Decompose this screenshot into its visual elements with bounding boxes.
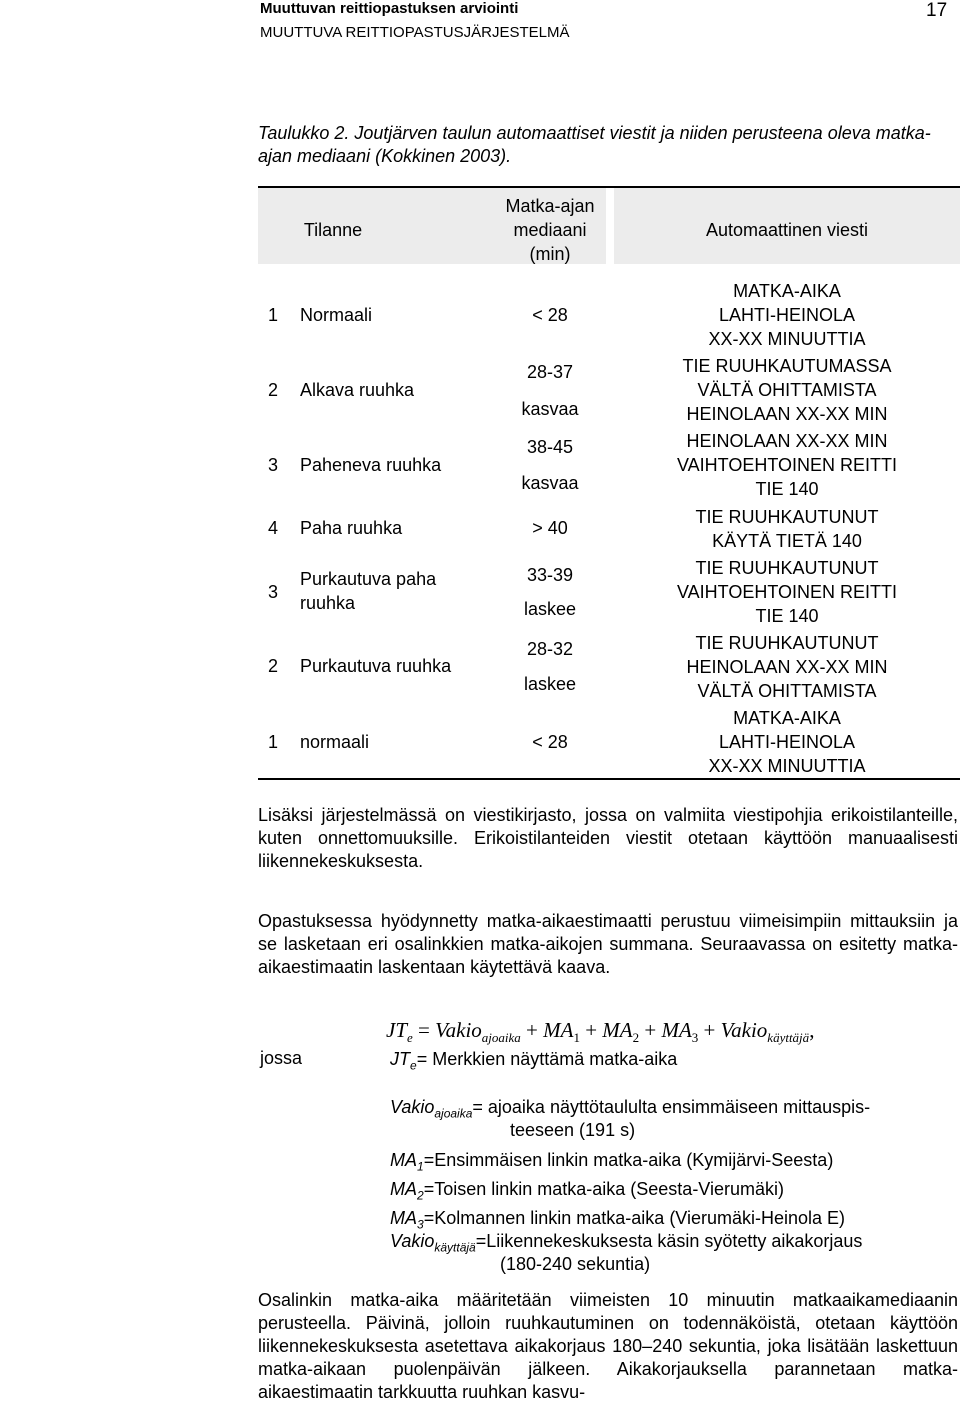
- row6-message-line: HEINOLAAN XX-XX MIN: [686, 657, 888, 677]
- row4-message-line: KÄYTÄ TIETÄ 140: [712, 531, 862, 551]
- header-message: Automaattinen viesti: [705, 220, 869, 240]
- column-separator: [606, 188, 614, 778]
- formula-ma: MA: [543, 1018, 574, 1042]
- header-median: [494, 194, 606, 266]
- formula-ma: MA: [602, 1018, 633, 1042]
- row6-message-line: TIE RUUHKAUTUNUT: [695, 633, 879, 653]
- row2-message-line: TIE RUUHKAUTUMASSA: [682, 356, 892, 376]
- formula-vakio: Vakio: [435, 1018, 482, 1042]
- jossa-label: jossa: [260, 1048, 303, 1068]
- def-text: =Liikennekeskuksesta käsin syötetty aikakorjaus: [475, 1231, 863, 1251]
- row3-message-line: VAIHTOEHTOINEN REITTI: [676, 455, 898, 475]
- formula-jt: JT: [386, 1018, 407, 1042]
- formula-sub-e: e: [407, 1030, 413, 1046]
- row5-label-line1: Purkautuva paha: [300, 569, 437, 589]
- table-bottom-rule: [258, 778, 960, 780]
- header-median-line2: mediaani: [513, 220, 587, 240]
- row5-message-line: TIE 140: [755, 606, 819, 626]
- row5-label: [300, 567, 436, 615]
- def-text: = ajoaika näyttötaululta ensimmäiseen mittauspis-: [472, 1097, 871, 1117]
- situation-table: [258, 186, 960, 780]
- definition-ma1: [390, 1149, 833, 1179]
- running-header-title: Muuttuvan reittiopastuksen arviointi: [260, 0, 519, 17]
- formula-plus: +: [520, 1018, 544, 1042]
- row1-message: [614, 279, 960, 351]
- def-sub: e: [410, 1058, 417, 1073]
- def-symbol: MA: [390, 1150, 417, 1170]
- row7-median: < 28: [532, 732, 568, 752]
- def-symbol: MA: [390, 1179, 417, 1199]
- row2-number: 2: [268, 380, 279, 400]
- running-header-subtitle: MUUTTUVA REITTIOPASTUSJÄRJESTELMÄ: [260, 24, 570, 41]
- row5-median: 33-39: [526, 565, 574, 585]
- row7-message: [614, 706, 960, 778]
- row6-message: [614, 631, 960, 703]
- def-text: =Ensimmäisen linkin matka-aika (Kymijärvi-Seesta): [423, 1150, 834, 1170]
- row1-message-line: LAHTI-HEINOLA: [718, 305, 856, 325]
- row1-message-line: XX-XX MINUUTTIA: [708, 329, 866, 349]
- row6-label: Purkautuva ruuhka: [300, 656, 452, 676]
- row3-label: Paheneva ruuhka: [300, 455, 442, 475]
- row7-label: normaali: [300, 732, 370, 752]
- def-symbol: JT: [390, 1049, 410, 1069]
- row5-number: 3: [268, 582, 279, 602]
- formula-plus: +: [639, 1018, 662, 1042]
- def-sub: käyttäjä: [434, 1240, 476, 1255]
- header-tilanne: Tilanne: [303, 220, 363, 240]
- row4-message-line: TIE RUUHKAUTUNUT: [695, 507, 879, 527]
- def-sub: 1: [417, 1159, 424, 1174]
- row3-message-line: TIE 140: [755, 479, 819, 499]
- formula-vakio: Vakio: [720, 1018, 768, 1042]
- row1-message-line: MATKA-AIKA: [733, 281, 841, 301]
- row5-trend: laskee: [523, 599, 577, 619]
- row5-message-line: VAIHTOEHTOINEN REITTI: [676, 582, 898, 602]
- paragraph-estimate: Opastuksessa hyödynnetty matka-aikaestimaatti perustuu viimeisimpiin mittauksiin ja se lasketaan eri osalinkkien matka-aikojen summana. Seuraavassa on esitetty matka-aikaestimaatin laskentaan käytettävä kaava.: [258, 911, 958, 977]
- paragraph-correction: Osalinkin matka-aika määritetään viimeisten 10 minuutin matkaaikamediaanin perusteella. Päivinä, jolloin ruuhkautuminen on todennäköistä, otetaan käyttöön liikennekeskuksesta asetettava aikakorjaus 180–240 sekuntia, joka lisätään laskettuun matka-aikaan puolenpäivän jälkeen. Aikakorjauksella parannetaan matka-aikaestimaatin tarkkuutta ruuhkan kasvu-: [258, 1290, 958, 1402]
- row3-message-line: HEINOLAAN XX-XX MIN: [686, 431, 888, 451]
- row5-message: [614, 556, 960, 628]
- formula-plus: +: [579, 1018, 603, 1042]
- row6-message-line: VÄLTÄ OHITTAMISTA: [697, 681, 877, 701]
- header-median-line1: Matka-ajan: [505, 196, 595, 216]
- row2-median: 28-37: [526, 362, 574, 382]
- row4-label: Paha ruuhka: [300, 518, 403, 538]
- row1-label: Normaali: [300, 305, 373, 325]
- def-sub: ajoaika: [434, 1106, 473, 1121]
- def-symbol: MA: [390, 1208, 417, 1228]
- def-symbol: Vakio: [390, 1097, 435, 1117]
- definition-vakio-ajoaika-cont: teeseen (191 s): [510, 1120, 636, 1140]
- formula-plus: +: [698, 1018, 721, 1042]
- def-symbol: Vakio: [390, 1231, 435, 1251]
- row6-trend: laskee: [523, 674, 577, 694]
- formula-sub-3: 3: [691, 1030, 699, 1046]
- formula-sub-1: 1: [573, 1030, 580, 1046]
- formula: [386, 1018, 814, 1046]
- row1-number: 1: [268, 305, 279, 325]
- page-number: 17: [926, 0, 948, 21]
- row3-median: 38-45: [526, 437, 574, 457]
- row2-message: [614, 354, 960, 426]
- def-text: =Toisen linkin matka-aika (Seesta-Vierumäki): [423, 1179, 785, 1199]
- row2-label: Alkava ruuhka: [300, 380, 415, 400]
- table-caption: Taulukko 2. Joutjärven taulun automaattiset viestit ja niiden perusteena oleva matka-ajan mediaani (Kokkinen 2003).: [258, 123, 931, 166]
- def-text: =Kolmannen linkin matka-aika (Vierumäki-Heinola E): [423, 1208, 846, 1228]
- row7-message-line: LAHTI-HEINOLA: [718, 732, 856, 752]
- row6-number: 2: [268, 656, 279, 676]
- row4-number: 4: [268, 518, 279, 538]
- formula-sub-2: 2: [632, 1030, 640, 1046]
- definition-jt: [390, 1048, 677, 1078]
- row7-message-line: XX-XX MINUUTTIA: [708, 756, 866, 776]
- row1-median: < 28: [532, 305, 568, 325]
- header-median-line3: (min): [529, 244, 571, 264]
- row2-message-line: HEINOLAAN XX-XX MIN: [686, 404, 888, 424]
- row7-number: 1: [268, 732, 279, 752]
- paragraph-library: Lisäksi järjestelmässä on viestikirjasto, jossa on valmiita viestipohjia erikoistilanteille, kuten onnettomuuksille. Erikoistilanteiden viestit otetaan käyttöön manuaalisesti liikennekeskuksesta.: [258, 805, 958, 871]
- formula-eq: =: [412, 1018, 436, 1042]
- row4-message: [614, 505, 960, 553]
- row7-message-line: MATKA-AIKA: [733, 708, 841, 728]
- formula-comma: ,: [809, 1018, 815, 1042]
- row6-median: 28-32: [526, 639, 574, 659]
- formula-sub-ajoaika: ajoaika: [481, 1030, 521, 1046]
- def-sub: 2: [417, 1188, 424, 1203]
- row5-label-line2: ruuhka: [300, 593, 356, 613]
- row4-median: > 40: [532, 518, 568, 538]
- row3-trend: kasvaa: [521, 473, 579, 493]
- def-text: = Merkkien näyttämä matka-aika: [416, 1049, 678, 1069]
- row2-message-line: VÄLTÄ OHITTAMISTA: [697, 380, 877, 400]
- row2-trend: kasvaa: [521, 399, 579, 419]
- definition-ma2: [390, 1178, 784, 1208]
- row3-message: [614, 429, 960, 501]
- definition-vakio-kayttaja-cont: (180-240 sekuntia): [500, 1254, 651, 1274]
- row3-number: 3: [268, 455, 279, 475]
- formula-ma: MA: [661, 1018, 692, 1042]
- row5-message-line: TIE RUUHKAUTUNUT: [695, 558, 879, 578]
- formula-sub-kayttaja: käyttäjä: [767, 1030, 810, 1046]
- def-sub: 3: [417, 1217, 424, 1232]
